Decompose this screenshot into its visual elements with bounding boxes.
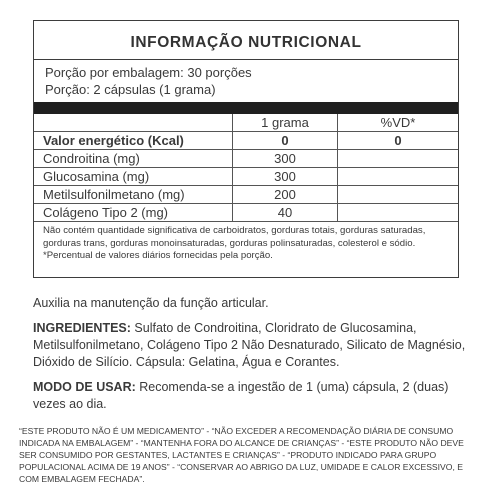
row-daily-value [338,168,459,186]
table-row [34,132,458,150]
row-name: Condroitina (mg) [34,150,233,168]
black-separator-bar [34,102,458,114]
row-name: Valor energético (Kcal) [34,132,233,150]
row-amount: 40 [233,204,338,222]
product-claim: Auxilia na manutenção da função articular. [33,296,269,310]
header-amount: 1 grama [233,114,338,132]
ingredients-section [33,320,473,371]
row-daily-value [338,204,459,222]
ingredients-text: Sulfato de Condroitina, Cloridrato de Glucosamina, Metilsulfonilmetano, Colágeno Tipo 2 Não Desnaturado, Silicato de Magnésio, Dióxido de Silício. Cápsula: Gelatina, Água e Corantes. [33,321,466,369]
row-name: Metilsulfonilmetano (mg) [34,186,233,204]
portion-per-package: Porção por embalagem: 30 porções [45,65,252,80]
row-daily-value [338,150,459,168]
portion-size: Porção: 2 cápsulas (1 grama) [45,82,216,97]
usage-text: Recomenda-se a ingestão de 1 (uma) cápsula, 2 (duas) vezes ao dia. [33,380,449,411]
row-name: Glucosamina (mg) [34,168,233,186]
table-row [34,204,458,222]
table-header-row [34,114,458,132]
nutrition-footnote: Não contém quantidade significativa de carboidratos, gorduras totais, gorduras saturadas, gorduras trans, gorduras monoinsaturadas, gorduras polinsaturadas, colesterol e sódio. *Percentual de valores diários fornecidas pela porção. [43,225,426,261]
nutrition-table [34,114,458,222]
row-amount: 0 [233,132,338,150]
title-divider [34,59,458,60]
ingredients-label: INGREDIENTES: [33,321,131,335]
row-amount: 200 [233,186,338,204]
row-amount: 300 [233,150,338,168]
row-amount: 300 [233,168,338,186]
row-daily-value [338,186,459,204]
header-empty-cell [34,114,233,132]
header-daily-value: %VD* [338,114,459,132]
nutrition-title: INFORMAÇÃO NUTRICIONAL [130,34,362,51]
nutrition-facts-panel [33,20,459,278]
usage-section [33,379,473,413]
table-row [34,168,458,186]
row-daily-value: 0 [338,132,459,150]
table-row [34,150,458,168]
table-row [34,186,458,204]
usage-label: MODO DE USAR: [33,380,136,394]
row-name: Colágeno Tipo 2 (mg) [34,204,233,222]
legal-warning: “ESTE PRODUTO NÃO É UM MEDICAMENTO” - “NÃO EXCEDER A RECOMENDAÇÃO DIÁRIA DE CONSUMO INDICADA NA EMBALAGEM” - “MANTENHA FORA DO ALCANCE DE CRIANÇAS” - “ESTE PRODUTO NÃO DEVE SER CONSUMIDO POR GESTANTES, LACTANTES E CRIANÇAS” - “PRODUTO INDICADO PARA GRUPO POPULACIONAL ACIMA DE 19 ANOS” - “CONSERVAR AO ABRIGO DA LUZ, UMIDADE E CALOR EXCESSIVO, E COM EMBALAGEM FECHADA”. [19,426,464,484]
